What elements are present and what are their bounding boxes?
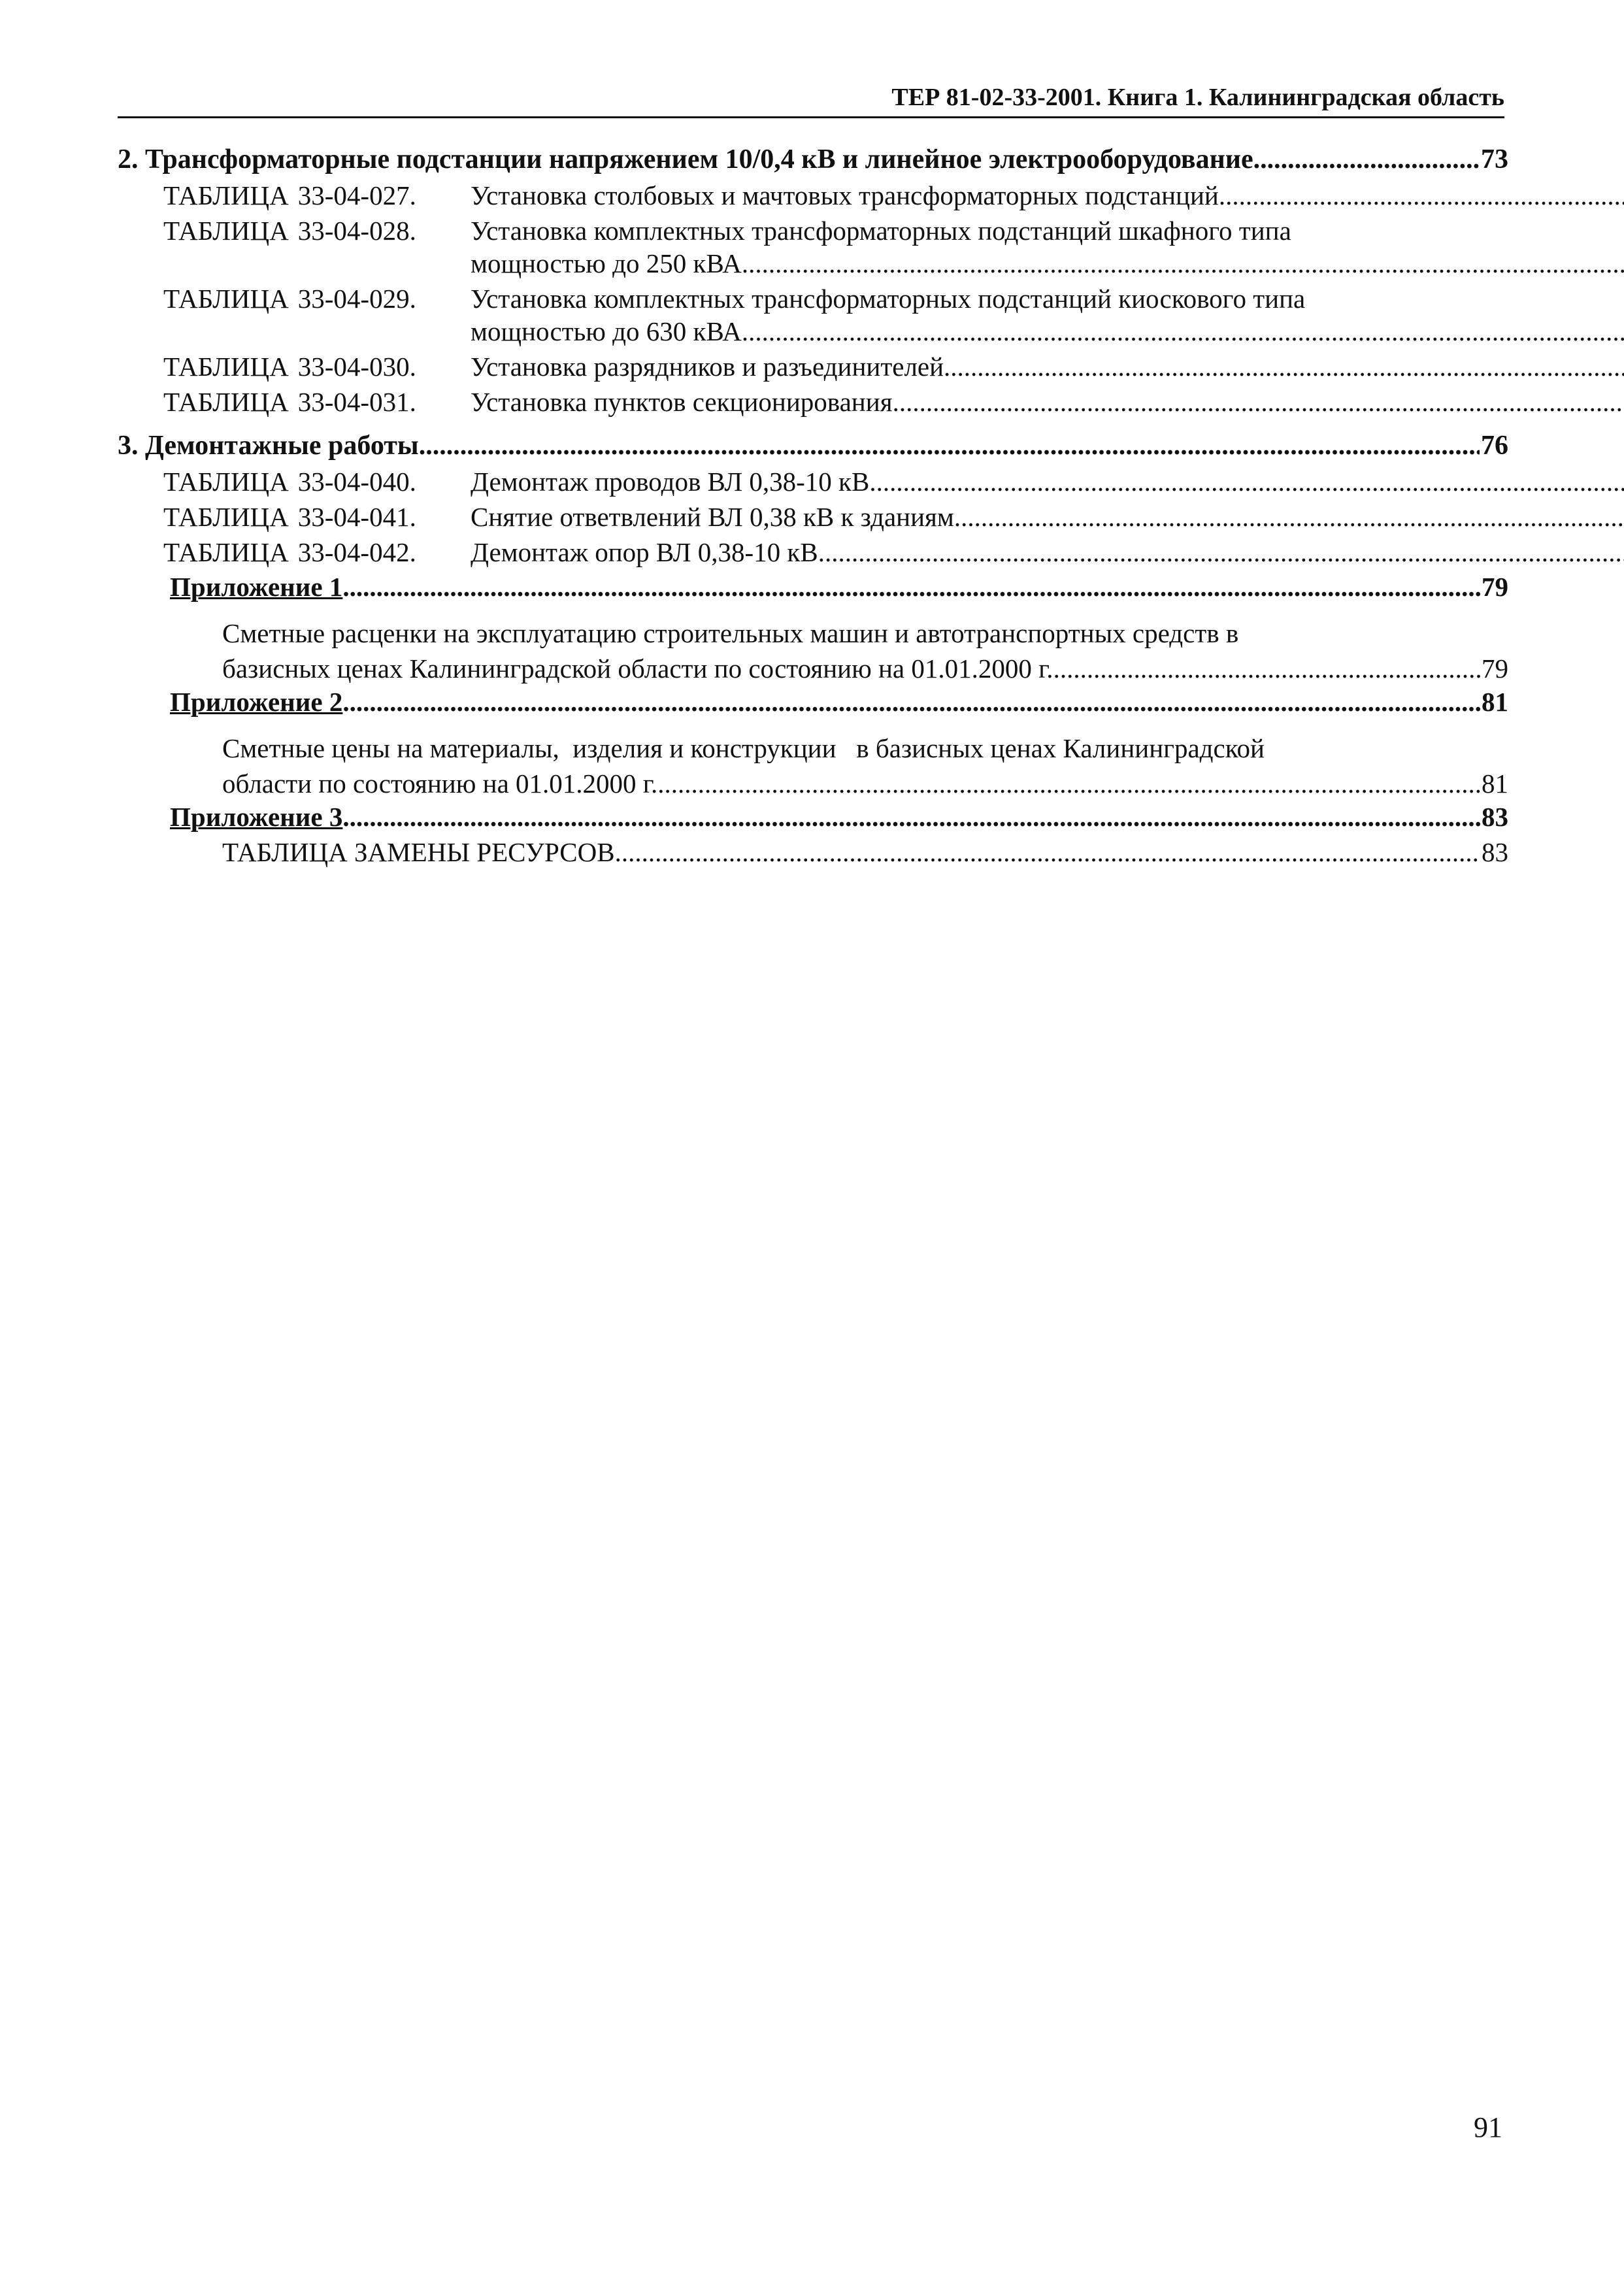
toc-table-030[interactable] <box>118 350 1508 386</box>
table-label: ТАБЛИЦА <box>163 180 289 210</box>
toc-appendix-2[interactable] <box>118 686 1508 721</box>
dot-leader <box>742 315 1624 348</box>
table-title: Демонтаж проводов ВЛ 0,38-10 кВ <box>471 467 870 497</box>
toc-table-042[interactable] <box>118 536 1508 571</box>
appendix-1-page: 79 <box>1482 572 1508 602</box>
table-label: ТАБЛИЦА <box>163 387 289 417</box>
table-title: Установка комплектных трансформаторных подстанций киоскового типа <box>471 284 1306 314</box>
dot-leader <box>893 386 1624 418</box>
dot-leader <box>1053 651 1480 686</box>
appendix-2-page: 81 <box>1482 687 1508 717</box>
dot-leader <box>818 536 1624 569</box>
table-code: 33-04-031. <box>297 387 416 417</box>
dot-leader <box>342 686 1480 718</box>
toc-table-040[interactable] <box>118 465 1508 501</box>
appendix-1-title: Приложение 1 <box>170 572 343 602</box>
table-title: Установка разрядников и разъединителей <box>471 352 944 382</box>
appendix-3-sub-title: ТАБЛИЦА ЗАМЕНЫ РЕСУРСОВ <box>222 837 615 867</box>
dot-leader <box>342 571 1480 602</box>
appendix-3-title: Приложение 3 <box>170 802 343 832</box>
table-title: Демонтаж опор ВЛ 0,38-10 кВ <box>471 537 818 567</box>
toc-table-028[interactable] <box>118 214 1508 282</box>
table-label: ТАБЛИЦА <box>163 284 289 314</box>
appendix-2-title: Приложение 2 <box>170 687 343 717</box>
toc-appendix-1[interactable] <box>118 571 1508 606</box>
appendix-3-page: 83 <box>1482 802 1508 832</box>
dot-leader <box>342 801 1480 833</box>
toc-section-3-title: 3. Демонтажные работы <box>118 431 419 461</box>
toc-section-2[interactable] <box>118 144 1508 179</box>
appendix-1-desc-line1: Сметные расценки на эксплуатацию строительных машин и автотранспортных средств в <box>222 618 1239 648</box>
dot-leader <box>1219 179 1624 212</box>
table-label: ТАБЛИЦА <box>163 352 289 382</box>
toc-section-2-title: 2. Трансформаторные подстанции напряжением 10/0,4 кВ и линейное электрооборудование <box>118 144 1253 174</box>
dot-leader <box>419 430 1480 461</box>
toc-appendix-3[interactable] <box>118 801 1508 836</box>
dot-leader <box>742 247 1624 280</box>
table-code: 33-04-027. <box>297 180 416 210</box>
table-title: Установка столбовых и мачтовых трансформаторных подстанций <box>471 180 1219 210</box>
appendix-1-description[interactable] <box>118 616 1508 686</box>
table-code: 33-04-030. <box>297 352 416 382</box>
header-title: ТЕР 81-02-33-2001. Книга 1. Калининградская область <box>891 84 1504 111</box>
toc-section-3[interactable] <box>118 430 1508 465</box>
appendix-2-desc-line1: Сметные цены на материалы, изделия и конструкции в базисных ценах Калининградской <box>222 733 1265 763</box>
page-header <box>118 78 1504 118</box>
appendix-2-description[interactable] <box>118 731 1508 801</box>
appendix-1-desc-page: 79 <box>1482 653 1508 684</box>
table-title: Установка комплектных трансформаторных подстанций шкафного типа <box>471 216 1291 246</box>
table-code: 33-04-040. <box>297 467 416 497</box>
toc-table-041[interactable] <box>118 501 1508 536</box>
table-title-cont: мощностью до 250 кВА <box>471 248 742 278</box>
toc-table-027[interactable] <box>118 179 1508 214</box>
table-code: 33-04-028. <box>297 216 416 246</box>
dot-leader <box>954 501 1624 533</box>
appendix-2-desc-line2: области по состоянию на 01.01.2000 г. <box>222 768 658 799</box>
toc-table-029[interactable] <box>118 282 1508 350</box>
appendix-1-desc-line2: базисных ценах Калининградской области по состоянию на 01.01.2000 г. <box>222 653 1053 684</box>
appendix-2-desc-page: 81 <box>1482 768 1508 799</box>
toc-table-031[interactable] <box>118 386 1508 421</box>
dot-leader <box>657 766 1480 801</box>
table-code: 33-04-042. <box>297 537 416 567</box>
table-code: 33-04-041. <box>297 502 416 532</box>
table-title-cont: мощностью до 630 кВА <box>471 316 742 346</box>
toc-section-2-page: 73 <box>1481 144 1508 174</box>
table-of-contents <box>118 144 1508 872</box>
table-code: 33-04-029. <box>297 284 416 314</box>
table-title: Установка пунктов секционирования <box>471 387 893 417</box>
appendix-3-sub-page: 83 <box>1482 837 1508 867</box>
page-number: 91 <box>1474 2111 1502 2143</box>
toc-section-3-page: 76 <box>1481 431 1508 461</box>
table-label: ТАБЛИЦА <box>163 537 289 567</box>
table-label: ТАБЛИЦА <box>163 216 289 246</box>
table-label: ТАБЛИЦА <box>163 467 289 497</box>
table-label: ТАБЛИЦА <box>163 502 289 532</box>
toc-appendix-3-sub[interactable] <box>118 836 1508 872</box>
dot-leader <box>1253 144 1480 175</box>
dot-leader <box>615 836 1480 868</box>
table-title: Снятие ответвлений ВЛ 0,38 кВ к зданиям <box>471 502 954 532</box>
dot-leader <box>869 465 1624 498</box>
dot-leader <box>944 350 1624 383</box>
